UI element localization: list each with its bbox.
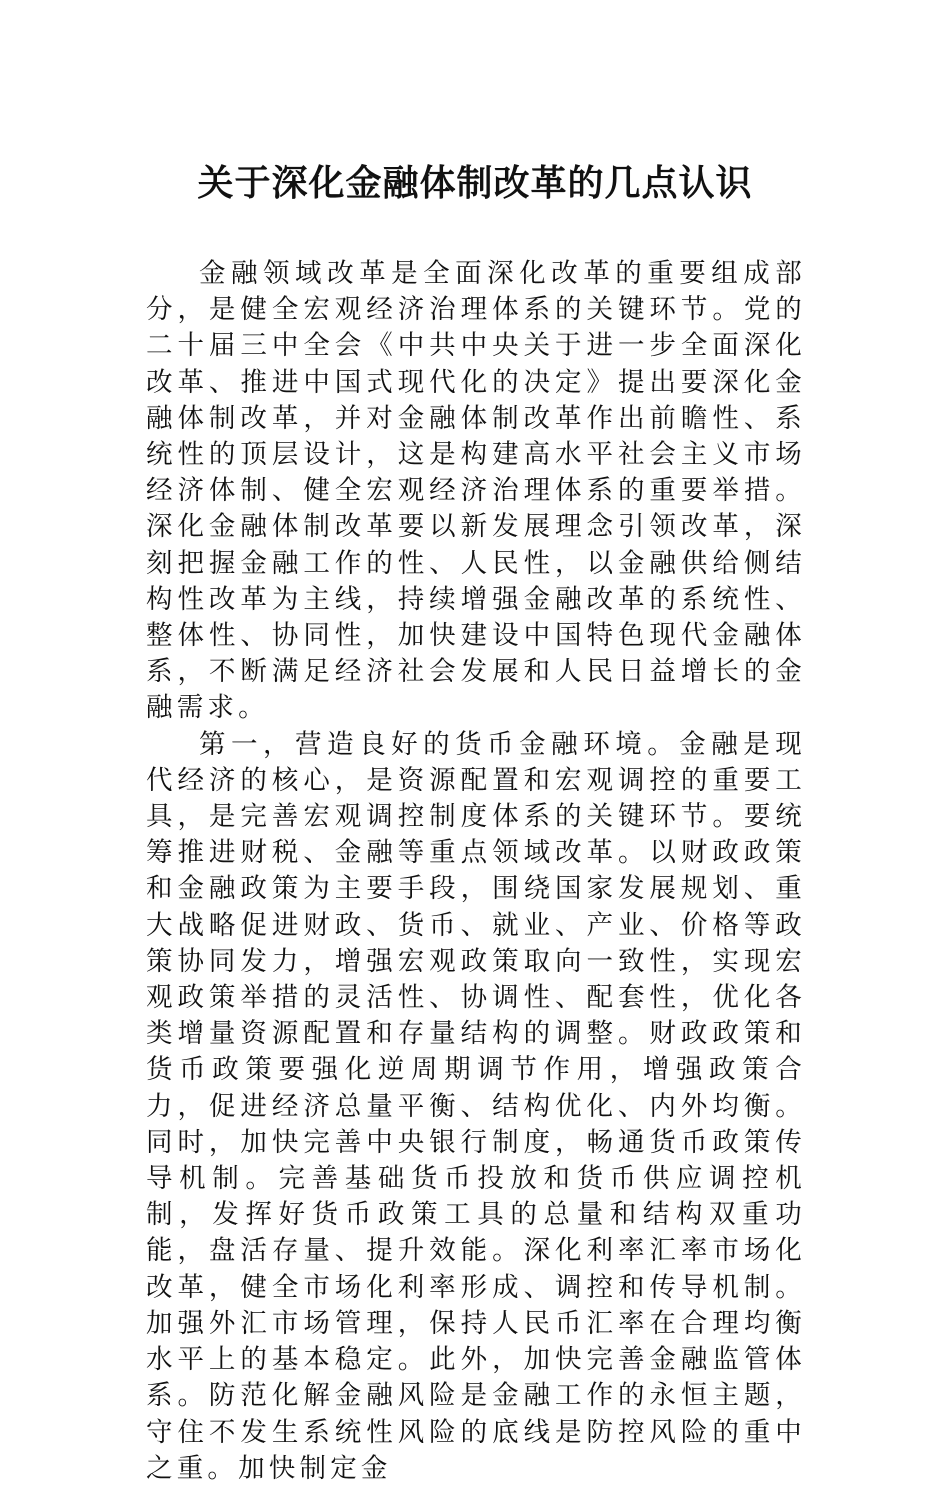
document-title: 关于深化金融体制改革的几点认识	[197, 162, 753, 204]
paragraph-first-point: 第一，营造良好的货币金融环境。金融是现代经济的核心，是资源配置和宏观调控的重要工具，是完善宏观调控制度体系的关键环节。要统筹推进财税、金融等重点领域改革。以财政政策和金融政策为主要手段，围绕国家发展规划、重大战略促进财政、货币、就业、产业、价格等政策协同发力，增强宏观政策取向一致性，实现宏观政策举措的灵活性、协调性、配套性，优化各类增量资源配置和存量结构的调整。财政政策和货币政策要强化逆周期调节作用，增强政策合力，促进经济总量平衡、结构优化、内外均衡。同时，加快完善中央银行制度，畅通货币政策传导机制。完善基础货币投放和货币供应调控机制，发挥好货币政策工具的总量和结构双重功能，盘活存量、提升效能。深化利率汇率市场化改革，健全市场化利率形成、调控和传导机制。加强外汇市场管理，保持人民币汇率在合理均衡水平上的基本稳定。此外，加快完善金融监管体系。防范化解金融风险是金融工作的永恒主题，守住不发生系统性风险的底线是防控风险的重中之重。加快制定金	[146, 728, 806, 1484]
document-body	[146, 256, 806, 1487]
paragraph-intro: 金融领域改革是全面深化改革的重要组成部分，是健全宏观经济治理体系的关键环节。党的二十届三中全会《中共中央关于进一步全面深化改革、推进中国式现代化的决定》提出要深化金融体制改革，并对金融体制改革作出前瞻性、系统性的顶层设计，这是构建高水平社会主义市场经济体制、健全宏观经济治理体系的重要举措。深化金融体制改革要以新发展理念引领改革，深刻把握金融工作的性、人民性，以金融供给侧结构性改革为主线，持续增强金融改革的系统性、整体性、协同性，加快建设中国特色现代金融体系，不断满足经济社会发展和人民日益增长的金融需求。	[146, 258, 806, 724]
